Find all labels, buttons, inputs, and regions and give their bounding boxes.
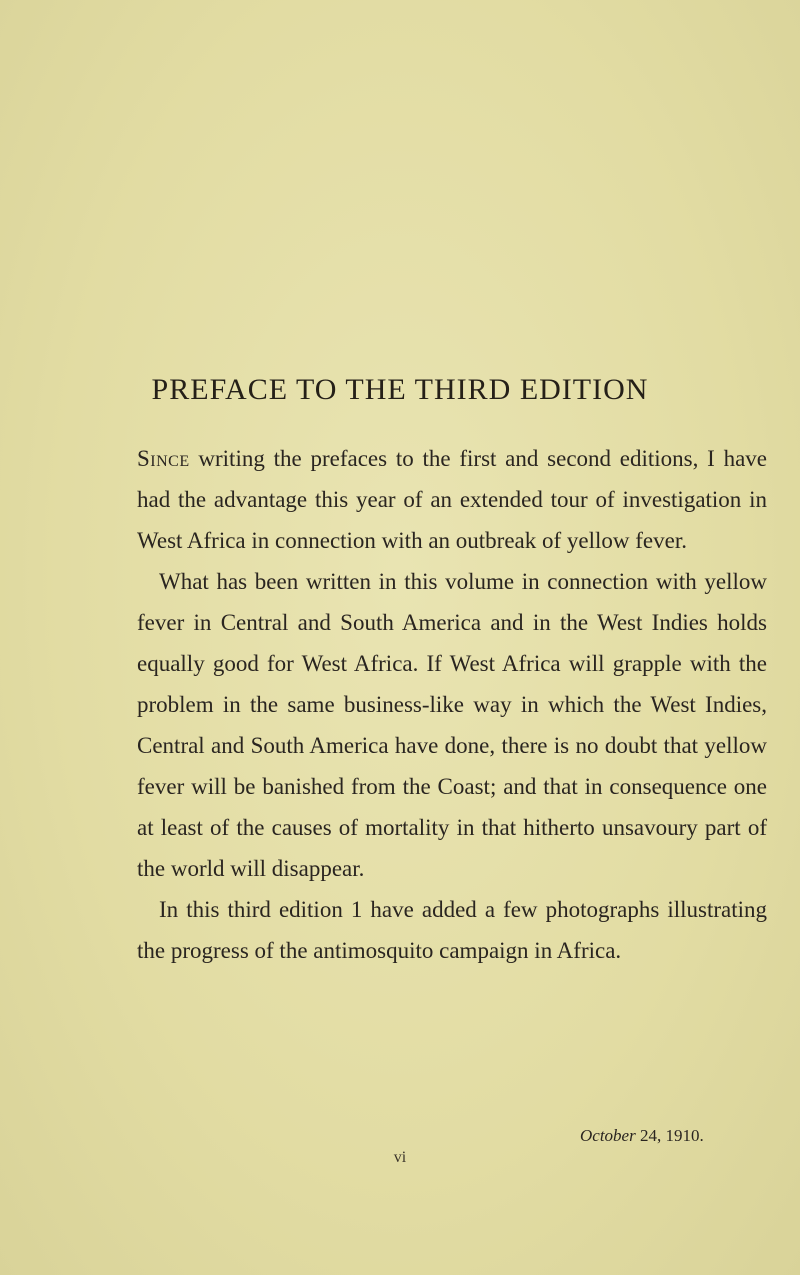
- paragraph-3: In this third edition 1 have added a few photographs illustrating the progress of the antimosquito campaign in Africa.: [137, 897, 767, 963]
- paragraph-1: [137, 438, 767, 561]
- page-number: vi: [393, 1149, 407, 1166]
- signature-date: [580, 1125, 704, 1147]
- paragraph-2: What has been written in this volume in connection with yellow fever in Central and South America and in the West Indies holds equally good for West Africa. If West Africa will grapple with the problem in the same business-like way in which the West Indies, Central and South America have done, there is no doubt that yellow fever will be banished from the Coast; and that in consequence one at least of the causes of mortality in that hitherto unsavoury part of the world will disappear.: [137, 569, 767, 881]
- preface-body: [137, 438, 767, 971]
- page-title: PREFACE TO THE THIRD EDITION: [151, 373, 649, 406]
- paragraph-1-lead-word: Since: [137, 446, 190, 471]
- paragraph-1-text: writing the prefaces to the first and second editions, I have had the advantage this year of an extended tour of investigation in West Africa in connection with an outbreak of yellow fever.: [137, 446, 767, 553]
- signature-month: October: [580, 1126, 636, 1145]
- signature-day-year: 24, 1910.: [635, 1126, 704, 1145]
